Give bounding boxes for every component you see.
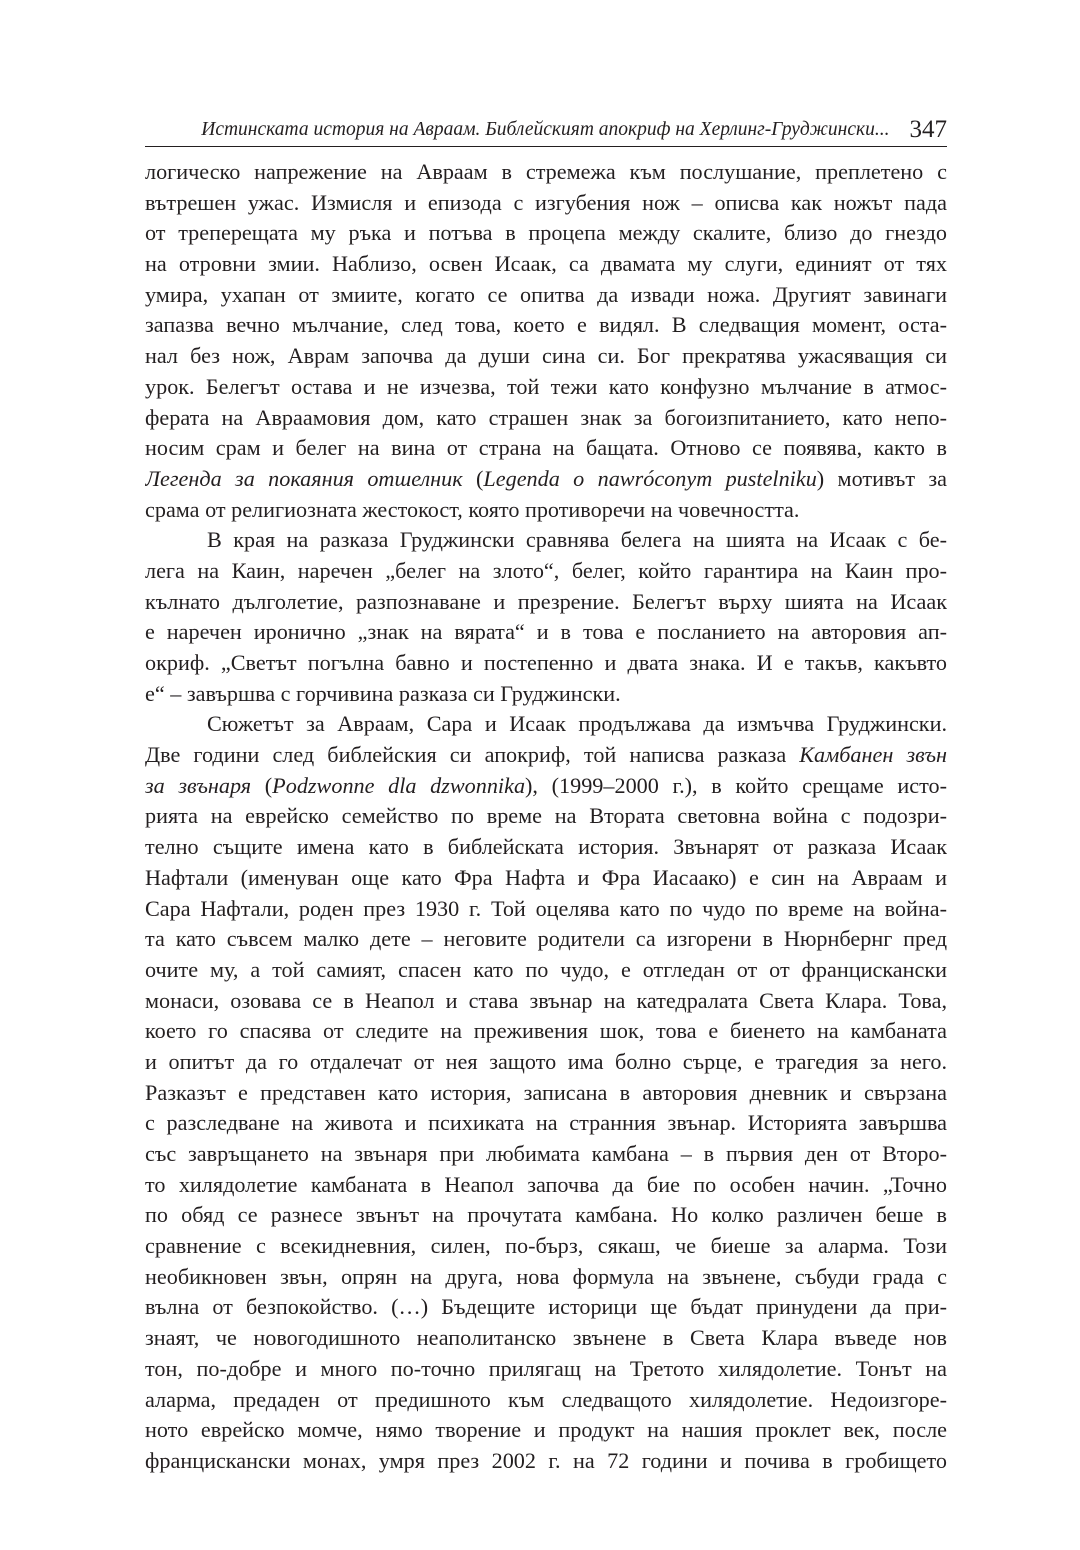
running-header (145, 112, 947, 147)
text-run: тон, по-добре и много по-точно прилягащ на Третото хилядолетие. Тонът на (145, 1355, 947, 1381)
text-line (145, 1323, 947, 1354)
text-line (145, 249, 947, 280)
text-run: монаси, озовава се в Неапол и става звънар на катедралата Света Клара. Това, (145, 987, 947, 1013)
text-line (145, 280, 947, 311)
text-line (145, 1292, 947, 1323)
text-line (145, 986, 947, 1017)
text-run: и опитът да го отдалечат от нея защото има болно сърце, е трагедия за него. (145, 1048, 947, 1074)
text-line (145, 894, 947, 925)
text-run: ), (1999–2000 г.), в който срещаме исто- (525, 772, 947, 798)
italic-title: за звънаря (145, 772, 252, 798)
text-run: урок. Белегът остава и не изчезва, той тежи като конфузно мълчание в атмос- (145, 373, 947, 399)
text-run: окриф. „Светът погълна бавно и постепенно и двата знака. И е такъв, какъвто (145, 650, 947, 675)
italic-title: Legenda o nawróconym pustelniku (483, 465, 817, 491)
text-line (145, 955, 947, 986)
body-text (145, 157, 947, 1477)
italic-title: Легенда за покаяния отшелник (145, 465, 463, 491)
text-run: ( (251, 772, 273, 798)
text-line (145, 740, 947, 771)
text-line (145, 1200, 947, 1231)
text-line (145, 464, 947, 495)
text-line (145, 924, 947, 955)
text-line (145, 1262, 947, 1293)
text-run: срама от религиозната жестокост, която противоречи на човечността. (145, 496, 800, 522)
text-run: Сюжетът за Авраам, Сара и Исаак продължава да измъчва Груджински. (207, 711, 947, 737)
text-line (145, 372, 947, 403)
text-run: кълнато дълголетие, разпознаване и презрение. Белегът върху шията на Исаак (145, 588, 947, 614)
text-line (145, 1139, 947, 1170)
text-line (145, 556, 947, 587)
text-run: необикновен звън, опрян на друга, нова формула на звънене, събуди града с (145, 1263, 947, 1289)
text-run: което го спасява от следите на преживения шок, това е биенето на камбаната (145, 1018, 947, 1044)
text-run: на отровни змии. Наблизо, освен Исаак, са двамата му слуги, единият от тях (145, 251, 947, 277)
text-run: е“ – завършва с горчивина разказа си Груджински. (145, 680, 621, 706)
text-run: ното еврейско момче, нямо творение и продукт на нашия проклет век, после (145, 1417, 947, 1443)
text-line (145, 433, 947, 464)
text-line (145, 310, 947, 341)
text-run: та като съвсем малко дете – неговите родители са изгорени в Нюрнбернг пред (145, 926, 947, 952)
paragraph (145, 525, 947, 709)
text-run: по обяд се разнесе звънът на прочутата камбана. Но колко различен беше в (145, 1202, 947, 1228)
text-line (145, 1354, 947, 1385)
text-run: В края на разказа Груджински сравнява белега на шията на Исаак с бе- (207, 527, 947, 553)
text-run: францискански монах, умря през 2002 г. на 72 години и почива в гробището (145, 1447, 947, 1473)
text-line (145, 709, 947, 740)
text-run: нал без нож, Аврам започва да души сина си. Бог прекратява ужасяващия си (145, 343, 947, 369)
running-title: Истинската история на Авраам. Библейският апокриф на Херлинг-Груджински... (201, 119, 890, 140)
text-line (145, 1016, 947, 1047)
text-run: сравнение с всекидневния, силен, по-бърз, сякаш, че биеше за аларма. Този (145, 1233, 947, 1259)
text-line (145, 218, 947, 249)
text-run: умира, ухапан от змиите, когато се опитва да извади ножа. Другият завинаги (145, 281, 947, 307)
text-run: лега на Каин, наречен „белег на злото“, белег, който гарантира на Каин про- (145, 557, 947, 583)
italic-title: Podzwonne dla dzwonnika (272, 772, 526, 798)
text-line (145, 403, 947, 434)
text-run: носим срам и белег на вина от страна на бащата. Отново се появява, както в (145, 435, 947, 461)
text-run: Разказът е представен като история, записана в авторовия дневник и свързана (145, 1079, 947, 1105)
text-run: Нафтали (именуван още като Фра Нафта и Фра Иасаако) е син на Авраам и (145, 864, 947, 890)
text-run: то хилядолетие камбаната в Неапол започва да бие по особен начин. „Точно (145, 1171, 947, 1197)
text-run: е наречен иронично „знак на вярата“ и в това е посланието на авторовия ап- (145, 619, 947, 645)
text-run: Две години след библейския си апокриф, той написва разказа (145, 742, 800, 768)
text-run: вътрешен ужас. Измисля и епизода с изгубения нож – описва как ножът пада (145, 189, 947, 215)
text-line (145, 771, 947, 802)
text-line (145, 1170, 947, 1201)
text-run: ( (462, 465, 484, 491)
text-line (145, 341, 947, 372)
text-run: с разследване на живота и психиката на странния звънар. Историята завършва (145, 1110, 947, 1136)
paragraph (145, 709, 947, 1476)
text-run: ) мотивът за (816, 465, 947, 491)
page-number: 347 (909, 116, 947, 143)
text-line (145, 1108, 947, 1139)
text-run: вълна от безпокойство. (…) Бъдещите историци ще бъдат принудени да при- (145, 1294, 947, 1320)
text-line (145, 801, 947, 832)
text-run: знаят, че новогодишното неаполитанско звънене в Света Клара въведе нов (145, 1325, 947, 1351)
text-line (145, 1415, 947, 1446)
text-line (145, 1446, 947, 1477)
text-run: със завръщането на звънаря при любимата камбана – в първия ден от Второ- (145, 1141, 947, 1166)
text-line (145, 679, 947, 710)
text-run: запазва вечно мълчание, след това, което е видял. В следващия момент, оста- (145, 312, 947, 338)
text-line (145, 648, 947, 679)
text-line (145, 1231, 947, 1262)
text-line (145, 525, 947, 556)
text-run: логическо напрежение на Авраам в стремежа към послушание, преплетено с (145, 159, 947, 184)
text-run: очите му, а той самият, спасен като по чудо, е отгледан от от францискански (145, 956, 947, 982)
italic-title: Камбанен звън (799, 742, 947, 768)
text-run: ферата на Авраамовия дом, като страшен знак за богоизпитанието, като непо- (145, 404, 947, 430)
text-line (145, 832, 947, 863)
text-run: Сара Нафтали, роден през 1930 г. Той оцелява като по чудо по време на война- (145, 895, 947, 921)
text-line (145, 587, 947, 618)
text-line (145, 157, 947, 188)
text-line (145, 863, 947, 894)
text-run: аларма, предаден от предишното към следващото хилядолетие. Недоизгоре- (145, 1386, 947, 1412)
text-line (145, 1385, 947, 1416)
text-line (145, 1078, 947, 1109)
text-line (145, 1047, 947, 1078)
text-line (145, 617, 947, 648)
text-run: рията на еврейско семейство по време на Втората световна война с подозри- (145, 803, 947, 829)
text-run: от треперещата му ръка и потъва в процепа между скалите, близо до гнездо (145, 220, 947, 246)
text-run: телно същите имена като в библейската история. Звънарят от разказа Исаак (145, 834, 947, 860)
text-line (145, 188, 947, 219)
paragraph (145, 157, 947, 525)
text-line (145, 495, 947, 526)
